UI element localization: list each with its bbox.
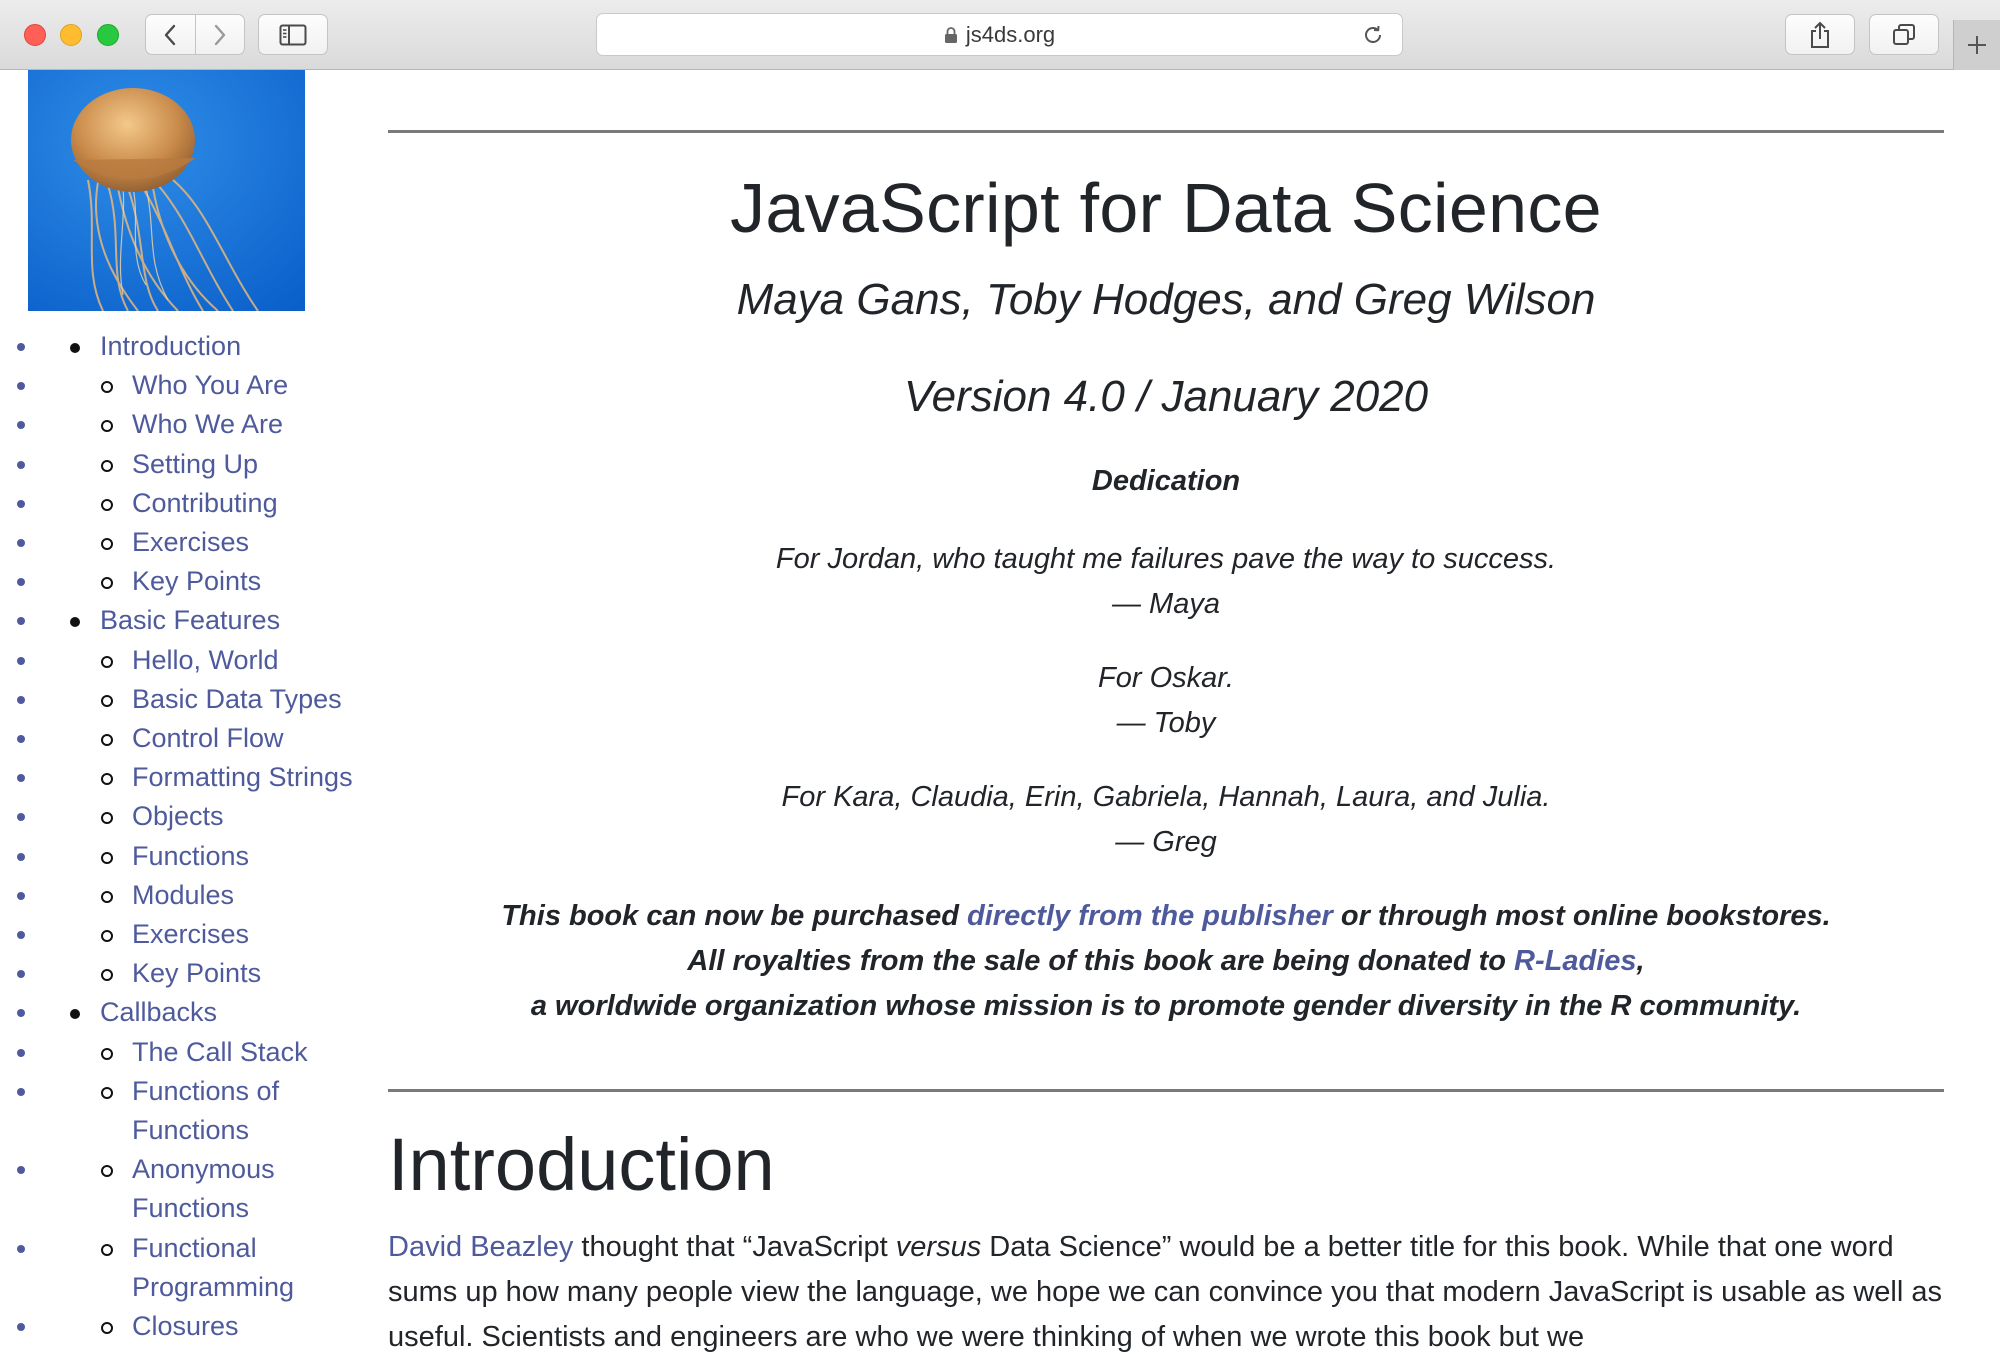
plus-icon: [1965, 33, 1989, 57]
sidebar-toggle-button[interactable]: [258, 14, 328, 55]
book-version: Version 4.0 / January 2020: [903, 372, 1429, 421]
dedication: [388, 775, 1944, 865]
divider: [388, 1089, 1944, 1092]
toc-item[interactable]: • Hello, World: [40, 641, 370, 680]
intro-text: Data Science” would be a better title for this book. While that one word sums up how many people view the language, we hope we can convince you that modern JavaScript is usable as well as useful. Scientists and engineers are who we were thinking of when we wrote this book but we: [388, 1231, 1942, 1353]
toc-item[interactable]: • The Call Stack: [40, 1033, 370, 1072]
purchase-text: This book can now be purchased: [501, 900, 968, 932]
publisher-link[interactable]: directly from the publisher: [967, 900, 1333, 932]
toc-item[interactable]: • Basic Features: [40, 601, 370, 640]
share-button[interactable]: [1785, 14, 1855, 55]
dedication-heading: Dedication: [1091, 465, 1241, 497]
new-tab-button[interactable]: [1953, 20, 2000, 70]
david-beazley-link[interactable]: David Beazley: [388, 1231, 574, 1263]
toc-item[interactable]: • Who We Are: [40, 405, 370, 444]
toc-item[interactable]: • Anonymous Functions: [40, 1150, 370, 1228]
purchase-line-2: [388, 939, 1944, 984]
purchase-notice: [388, 894, 1944, 1029]
purchase-line-1: [388, 894, 1944, 939]
dedication-text: For Kara, Claudia, Erin, Gabriela, Hannah, Laura, and Julia.: [781, 781, 1551, 813]
toc-item[interactable]: • Exercises: [40, 523, 370, 562]
toc-item[interactable]: • Formatting Strings: [40, 758, 370, 797]
dedication-text: For Oskar.: [1098, 662, 1234, 694]
toc-item[interactable]: • Exercises: [40, 915, 370, 954]
purchase-text: or through most online bookstores.: [1332, 900, 1831, 932]
purchase-text: ,: [1636, 945, 1645, 977]
reload-icon: [1362, 24, 1384, 46]
url-text: js4ds.org: [965, 21, 1056, 47]
table-of-contents: [0, 327, 370, 1346]
book-title: JavaScript for Data Science: [730, 169, 1602, 247]
dedication-signature: — Toby: [1116, 707, 1216, 739]
forward-button[interactable]: [195, 15, 245, 54]
sidebar-toggle-icon: [279, 24, 307, 46]
back-button[interactable]: [146, 15, 195, 54]
toc-item[interactable]: • Contributing: [40, 484, 370, 523]
tab-overview-button[interactable]: [1869, 14, 1939, 55]
reload-button[interactable]: [1362, 24, 1384, 51]
section-heading: Introduction: [388, 1123, 775, 1206]
book-cover-image: [28, 70, 305, 311]
toc-item[interactable]: • Setting Up: [40, 445, 370, 484]
toc-item[interactable]: • Closures: [40, 1307, 370, 1346]
intro-emphasis: versus: [895, 1231, 982, 1263]
address-bar[interactable]: [596, 13, 1403, 56]
dedication-signature: — Maya: [1112, 588, 1220, 620]
rladies-link[interactable]: R-Ladies: [1514, 945, 1637, 977]
share-icon: [1809, 21, 1831, 49]
back-arrow-icon: [163, 23, 177, 47]
toc-item[interactable]: • Who You Are: [40, 366, 370, 405]
book-authors: Maya Gans, Toby Hodges, and Greg Wilson: [736, 275, 1596, 324]
forward-arrow-icon: [213, 23, 227, 47]
toc-item[interactable]: • Modules: [40, 876, 370, 915]
toc-item[interactable]: • Control Flow: [40, 719, 370, 758]
purchase-line-3: a worldwide organization whose mission is to promote gender diversity in the R community.: [530, 990, 1802, 1022]
toc-item[interactable]: • Key Points: [40, 562, 370, 601]
navigation-buttons: [145, 14, 245, 55]
toc-item[interactable]: • Functions: [40, 837, 370, 876]
tabs-icon: [1892, 23, 1916, 47]
toc-item[interactable]: • Basic Data Types: [40, 680, 370, 719]
dedication-signature: — Greg: [1115, 826, 1217, 858]
dedication: [388, 537, 1944, 627]
purchase-text: All royalties from the sale of this book are being donated to: [687, 945, 1515, 977]
dedication-text: For Jordan, who taught me failures pave the way to success.: [775, 543, 1557, 575]
toc-item[interactable]: • Objects: [40, 797, 370, 836]
dedication: [388, 656, 1944, 746]
intro-text: thought that “JavaScript: [573, 1231, 896, 1263]
intro-paragraph: [388, 1225, 1944, 1360]
minimize-window-button[interactable]: [60, 24, 82, 46]
sidebar: [0, 70, 353, 1362]
zoom-window-button[interactable]: [97, 24, 119, 46]
toc-item[interactable]: • Functional Programming: [40, 1229, 370, 1307]
divider: [388, 130, 1944, 133]
toc-item[interactable]: • Callbacks: [40, 993, 370, 1032]
lock-icon: [944, 26, 958, 44]
close-window-button[interactable]: [24, 24, 46, 46]
toc-item[interactable]: • Introduction: [40, 327, 370, 366]
toc-item[interactable]: • Key Points: [40, 954, 370, 993]
toc-item[interactable]: • Functions of Functions: [40, 1072, 370, 1150]
browser-toolbar: [0, 0, 2000, 70]
